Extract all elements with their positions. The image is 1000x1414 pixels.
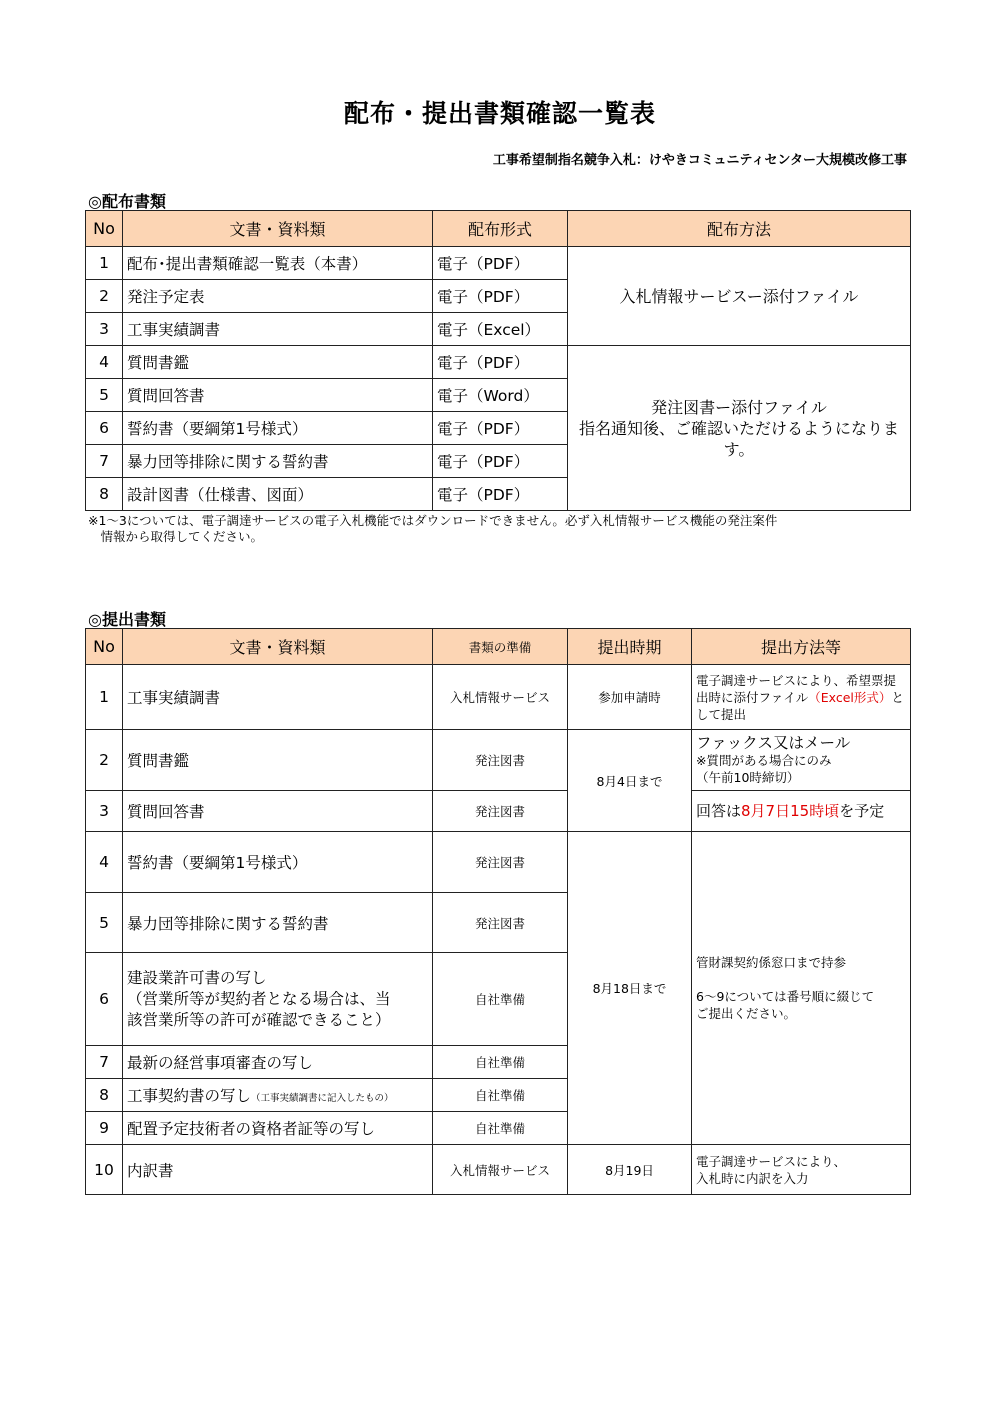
method-4-9-line3: ご提出ください。 bbox=[696, 1006, 797, 1021]
row-timing: 参加申請時 bbox=[568, 665, 692, 730]
distribution-header-row bbox=[86, 211, 911, 247]
method-3-suffix: を予定 bbox=[839, 801, 885, 820]
doc-8-small: （工事実績調書に記入したもの） bbox=[251, 1093, 394, 1104]
doc-6-line2: （営業所等が契約者となる場合は、当 bbox=[127, 989, 391, 1008]
row-doc: 誓約書（要綱第1号様式） bbox=[123, 832, 433, 893]
row-no: 5 bbox=[86, 893, 123, 953]
distribution-note bbox=[88, 513, 908, 545]
page-title: 配布・提出書類確認一覧表 bbox=[343, 99, 656, 128]
row-no: 6 bbox=[86, 412, 123, 445]
row-doc: 暴力団等排除に関する誓約書 bbox=[123, 445, 433, 478]
distribution-heading: ◎配布書類 bbox=[88, 192, 166, 211]
table-row bbox=[86, 832, 911, 893]
table-row bbox=[86, 730, 911, 791]
header-no: No bbox=[86, 211, 123, 247]
row-format: 電子（Word） bbox=[433, 379, 568, 412]
row-format: 電子（PDF） bbox=[433, 346, 568, 379]
distribution-table bbox=[85, 210, 911, 511]
table-row bbox=[86, 346, 911, 379]
row-format: 電子（PDF） bbox=[433, 280, 568, 313]
row-prep: 自社準備 bbox=[433, 1079, 568, 1112]
row-prep: 発注図書 bbox=[433, 832, 568, 893]
submission-header-row bbox=[86, 629, 911, 665]
row-doc: 工事実績調書 bbox=[123, 313, 433, 346]
header-method: 提出方法等 bbox=[692, 629, 911, 665]
table-row bbox=[86, 247, 911, 280]
method-2-line3: （午前10時締切） bbox=[696, 769, 800, 785]
method-2-line1: ファックス又はメール bbox=[696, 733, 851, 752]
row-no: 1 bbox=[86, 247, 123, 280]
header-no: No bbox=[86, 629, 123, 665]
method-3-highlight: 8月7日15時頃 bbox=[741, 801, 840, 820]
method-spacer bbox=[696, 971, 906, 988]
method-4-9-line2: 6～9については番号順に綴じて bbox=[696, 989, 875, 1004]
row-no: 10 bbox=[86, 1145, 123, 1195]
method-10-line2: 入札時に内訳を入力 bbox=[696, 1170, 809, 1186]
method-cell-10 bbox=[692, 1145, 911, 1195]
row-no: 4 bbox=[86, 346, 123, 379]
method-10-line1: 電子調達サービスにより、 bbox=[696, 1153, 847, 1169]
row-format: 電子（PDF） bbox=[433, 247, 568, 280]
method-cell-2 bbox=[692, 730, 911, 791]
method-cell-1 bbox=[692, 665, 911, 730]
row-doc: 設計図書（仕様書、図面） bbox=[123, 478, 433, 511]
doc-6-line1: 建設業許可書の写し bbox=[127, 968, 267, 987]
method-b-line1: 発注図書ー添付ファイル bbox=[651, 397, 827, 417]
row-doc: 内訳書 bbox=[123, 1145, 433, 1195]
header-prep: 書類の準備 bbox=[433, 629, 568, 665]
method-4-9-line1: 管財課契約係窓口まで持参 bbox=[696, 955, 847, 970]
row-doc: 質問書鑑 bbox=[123, 730, 433, 791]
method-1-text: 電子調達サービスにより、希望票提出時に添付ファイル bbox=[696, 672, 897, 705]
header-doc: 文書・資料類 bbox=[123, 629, 433, 665]
table-row bbox=[86, 791, 911, 832]
row-no: 2 bbox=[86, 730, 123, 791]
row-doc: 発注予定表 bbox=[123, 280, 433, 313]
method-1-suffix: として提出 bbox=[696, 689, 904, 722]
header-format: 配布形式 bbox=[433, 211, 568, 247]
row-no: 7 bbox=[86, 1046, 123, 1079]
header-method: 配布方法 bbox=[568, 211, 911, 247]
row-timing: 8月19日 bbox=[568, 1145, 692, 1195]
row-no: 8 bbox=[86, 478, 123, 511]
table-row bbox=[86, 665, 911, 730]
row-no: 6 bbox=[86, 953, 123, 1046]
row-timing: 8月4日まで bbox=[568, 730, 692, 832]
row-timing: 8月18日まで bbox=[568, 832, 692, 1145]
method-1-highlight: （Excel形式） bbox=[808, 689, 892, 705]
project-subtitle: 工事希望制指名競争入札：けやきコミュニティセンター大規模改修工事 bbox=[492, 153, 907, 168]
row-no: 3 bbox=[86, 791, 123, 832]
row-no: 3 bbox=[86, 313, 123, 346]
doc-6-line3: 該営業所等の許可が確認できること） bbox=[127, 1010, 391, 1029]
method-cell-3 bbox=[692, 791, 911, 832]
row-no: 5 bbox=[86, 379, 123, 412]
row-doc: 最新の経営事項審査の写し bbox=[123, 1046, 433, 1079]
submission-heading: ◎提出書類 bbox=[88, 610, 166, 629]
method-2-line2: ※質問がある場合にのみ bbox=[696, 752, 832, 768]
row-doc: 質問回答書 bbox=[123, 791, 433, 832]
row-prep: 発注図書 bbox=[433, 893, 568, 953]
row-format: 電子（PDF） bbox=[433, 478, 568, 511]
row-prep: 発注図書 bbox=[433, 730, 568, 791]
row-no: 1 bbox=[86, 665, 123, 730]
row-prep: 自社準備 bbox=[433, 1046, 568, 1079]
table-row bbox=[86, 1145, 911, 1195]
row-no: 8 bbox=[86, 1079, 123, 1112]
row-doc: 質問書鑑 bbox=[123, 346, 433, 379]
note-line1: ※1～3については、電子調達サービスの電子入札機能ではダウンロードできません。必ず入札情報サービス機能の発注案件 bbox=[88, 513, 778, 528]
row-doc: 誓約書（要綱第1号様式） bbox=[123, 412, 433, 445]
row-prep: 入札情報サービス bbox=[433, 1145, 568, 1195]
distribution-method-a: 入札情報サービスー添付ファイル bbox=[568, 247, 911, 346]
row-doc: 暴力団等排除に関する誓約書 bbox=[123, 893, 433, 953]
row-format: 電子（PDF） bbox=[433, 412, 568, 445]
method-b-line2: 指名通知後、ご確認いただけるようになります。 bbox=[578, 418, 899, 459]
row-no: 4 bbox=[86, 832, 123, 893]
row-prep: 自社準備 bbox=[433, 1112, 568, 1145]
row-doc: 工事実績調書 bbox=[123, 665, 433, 730]
row-prep: 発注図書 bbox=[433, 791, 568, 832]
distribution-method-b bbox=[568, 346, 911, 511]
row-no: 7 bbox=[86, 445, 123, 478]
method-3-text: 回答は bbox=[696, 801, 742, 820]
row-doc: 質問回答書 bbox=[123, 379, 433, 412]
note-line2: 情報から取得してください。 bbox=[88, 529, 264, 544]
row-prep: 入札情報サービス bbox=[433, 665, 568, 730]
submission-table bbox=[85, 628, 911, 1195]
row-doc bbox=[123, 1079, 433, 1112]
header-timing: 提出時期 bbox=[568, 629, 692, 665]
row-doc: 配置予定技術者の資格者証等の写し bbox=[123, 1112, 433, 1145]
row-no: 2 bbox=[86, 280, 123, 313]
row-no: 9 bbox=[86, 1112, 123, 1145]
row-format: 電子（Excel） bbox=[433, 313, 568, 346]
method-cell-4-9 bbox=[692, 832, 911, 1145]
row-doc bbox=[123, 953, 433, 1046]
header-doc: 文書・資料類 bbox=[123, 211, 433, 247]
row-doc: 配布･提出書類確認一覧表（本書） bbox=[123, 247, 433, 280]
row-format: 電子（PDF） bbox=[433, 445, 568, 478]
row-prep: 自社準備 bbox=[433, 953, 568, 1046]
doc-8-main: 工事契約書の写し bbox=[127, 1087, 252, 1105]
